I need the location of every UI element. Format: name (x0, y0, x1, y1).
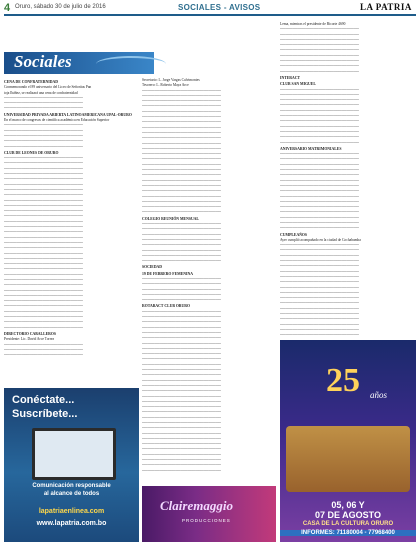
text-filler: ─────────────────────────────── (4, 177, 83, 182)
ad-slogan-line-2: al alcance de todos (43, 491, 100, 497)
col1-heading-4: DIRECTORIO CABALLEROS (4, 331, 56, 336)
col3-heading-4: CUMPLEAÑOS (280, 232, 308, 237)
text-filler: ─────────────────────────────── (142, 394, 221, 399)
text-filler: ─────────────────────────────── (280, 64, 359, 69)
column-1 (4, 78, 138, 382)
text-filler: ─────────────────────────────── (280, 210, 359, 215)
text-filler: ─────────────────────────────── (4, 106, 83, 111)
text-filler: ─────────────────────────────── (280, 43, 359, 48)
text-filler: ─────────────────────────────── (280, 119, 359, 124)
text-filler: ─────────────────────────────── (4, 166, 83, 171)
text-filler: ─────────────────────────────── (4, 299, 83, 304)
event-date-line-1: 05, 06 Y (331, 500, 365, 510)
text-filler: ─────────────────────────────── (280, 296, 359, 301)
ad-brand-logo: Clairemaggio (160, 498, 233, 513)
text-filler: ─────────────────────────────── (280, 173, 359, 178)
ad-subscribe-text: Suscríbete... (12, 408, 78, 420)
ad-brand-subtitle: PRODUCCIONES (182, 518, 231, 523)
text-filler: ─────────────────────────────── (142, 237, 221, 242)
text-filler: ─────────────────────────────── (142, 405, 221, 410)
text-filler: ─────────────────────────────── (142, 431, 221, 436)
text-filler: ─────────────────────────────── (4, 198, 83, 203)
text-filler: ─────────────────────────────── (142, 248, 221, 253)
text-filler: ─────────────────────────────── (280, 290, 359, 295)
text-filler: ─────────────────────────────── (280, 243, 359, 248)
text-filler: ─────────────────────────────── (142, 320, 221, 325)
text-filler: ─────────────────────────────── (142, 173, 221, 178)
text-filler: ─────────────────────────────── (280, 312, 359, 317)
sociales-banner (4, 52, 154, 74)
col1-text-1: Conmemorando el 89 aniversario del Liceo de Señoritas Pan (4, 85, 92, 90)
text-filler: ─────────────────────────────── (4, 246, 83, 251)
text-filler: ─────────────────────────────── (142, 436, 221, 441)
col3-heading-2: CLUB SAN MIGUEL (280, 82, 316, 87)
text-filler: ─────────────────────────────── (142, 183, 221, 188)
col1-text-3: En el marco de congresos de científica académica en Educación Superior (4, 118, 110, 123)
text-filler: ─────────────────────────────── (280, 48, 359, 53)
text-filler: ─────────────────────────────── (142, 330, 221, 335)
col2-text-2: Tesorero: L. Roberto Maya Arce (142, 83, 189, 88)
col1-text-4: Presidente: Lic. David Arce Torrez (4, 337, 55, 342)
text-filler: ─────────────────────────────── (142, 88, 221, 93)
text-filler: ─────────────────────────────── (280, 92, 359, 97)
laptop-icon (32, 428, 116, 480)
text-filler: ─────────────────────────────── (4, 288, 83, 293)
text-filler: ─────────────────────────────── (142, 227, 221, 232)
text-filler: ─────────────────────────────── (4, 219, 83, 224)
text-filler: ─────────────────────────────── (4, 347, 83, 352)
text-filler: ─────────────────────────────── (280, 220, 359, 225)
text-filler: ─────────────────────────────── (280, 168, 359, 173)
banner-title: Sociales (14, 52, 72, 71)
text-filler: ─────────────────────────────── (4, 193, 83, 198)
subscribe-ad[interactable] (4, 388, 139, 542)
col1-heading-3: CLUB DE LEONES DE ORURO (4, 150, 59, 155)
text-filler: ─────────────────────────────── (280, 189, 359, 194)
text-filler: ─────────────────────────────── (280, 226, 359, 231)
text-filler: ─────────────────────────────── (280, 162, 359, 167)
text-filler: ─────────────────────────────── (4, 144, 83, 149)
text-filler: ─────────────────────────────── (280, 253, 359, 258)
text-filler: ─────────────────────────────── (142, 243, 221, 248)
col3-text-1: Lema, mientras el presidente de Bicorte 4690 (280, 22, 346, 26)
text-filler: ─────────────────────────────── (142, 199, 221, 204)
text-filler: ─────────────────────────────── (142, 162, 221, 167)
text-filler: ─────────────────────────────── (142, 389, 221, 394)
text-filler: ─────────────────────────────── (142, 373, 221, 378)
text-filler: ─────────────────────────────── (4, 139, 83, 144)
text-filler: ─────────────────────────────── (142, 415, 221, 420)
text-filler: ─────────────────────────────── (4, 235, 83, 240)
text-filler: ─────────────────────────────── (280, 152, 359, 157)
text-filler: ─────────────────────────────── (4, 123, 83, 128)
text-filler: ─────────────────────────────── (142, 463, 221, 468)
col1-heading-2: UNIVERSIDAD PRIVADA ABIERTA LATINOAMERICANA UPAL-ORURO (4, 112, 132, 117)
text-filler: ─────────────────────────────── (280, 274, 359, 279)
text-filler: ─────────────────────────────── (4, 95, 83, 100)
text-filler: ─────────────────────────────── (142, 157, 221, 162)
text-filler: ─────────────────────────────── (280, 280, 359, 285)
newspaper-name: LA PATRIA (360, 2, 412, 12)
text-filler: ─────────────────────────────── (142, 362, 221, 367)
text-filler: ─────────────────────────────── (142, 194, 221, 199)
text-filler: ─────────────────────────────── (4, 342, 83, 347)
text-filler: ─────────────────────────────── (142, 421, 221, 425)
text-filler: ─────────────────────────────── (280, 317, 359, 322)
text-filler: ─────────────────────────────── (142, 146, 221, 151)
banner-swoosh (96, 56, 166, 72)
text-filler: ─────────────────────────────── (4, 225, 83, 230)
text-filler: ─────────────────────────────── (142, 458, 221, 463)
text-filler: ─────────────────────────────── (4, 203, 83, 208)
text-filler: ─────────────────────────────── (142, 99, 221, 104)
text-filler: ─────────────────────────────── (142, 282, 221, 287)
text-filler: ─────────────────────────────── (280, 333, 359, 338)
col1-heading-1: CENA DE CONFRATERNIDAD (4, 80, 58, 84)
text-filler: ─────────────────────────────── (142, 368, 221, 373)
text-filler: ─────────────────────────────── (142, 447, 221, 452)
text-filler: ─────────────────────────────── (280, 27, 359, 32)
text-filler: ─────────────────────────────── (4, 101, 83, 106)
text-filler: ─────────────────────────────── (280, 301, 359, 306)
text-filler: ─────────────────────────────── (4, 315, 83, 320)
col3-heading-3: ANIVERSARIO MATRIMONIALES (280, 146, 342, 151)
ad-slogan (8, 482, 135, 498)
text-filler: ─────────────────────────────── (142, 309, 221, 314)
text-filler: ─────────────────────────────── (142, 346, 221, 351)
text-filler: ─────────────────────────────── (4, 187, 83, 192)
text-filler: ─────────────────────────────── (280, 37, 359, 42)
text-filler: ─────────────────────────────── (280, 114, 359, 119)
text-filler: ─────────────────────────────── (142, 399, 221, 404)
anniversary-event-ad (280, 340, 416, 542)
text-filler: ─────────────────────────────── (142, 352, 221, 357)
text-filler: ─────────────────────────────── (280, 285, 359, 290)
text-filler: ─────────────────────────────── (280, 178, 359, 183)
text-filler: ─────────────────────────────── (280, 108, 359, 113)
text-filler: ─────────────────────────────── (4, 256, 83, 261)
text-filler: ─────────────────────────────── (142, 383, 221, 388)
event-venue: CASA DE LA CULTURA ORURO (302, 521, 394, 527)
col3-text-2: Ayer cumplió acompañado en la ciudad de Cochabamba (280, 237, 361, 242)
anniversary-suffix: años (370, 390, 388, 400)
performers-image (286, 426, 410, 492)
text-filler: ─────────────────────────────── (142, 104, 221, 109)
text-filler: ─────────────────────────────── (142, 253, 221, 258)
col1-text-2: toja Ibáñez, se realizará una cena de confraternidad (4, 90, 78, 95)
text-filler: ─────────────────────────────── (280, 259, 359, 264)
text-filler: ─────────────────────────────── (4, 128, 83, 133)
text-filler: ─────────────────────────────── (4, 182, 83, 187)
text-filler: ─────────────────────────────── (142, 410, 221, 415)
text-filler: ─────────────────────────────── (4, 209, 83, 214)
text-filler: ─────────────────────────────── (280, 59, 359, 64)
producciones-ad (142, 486, 276, 542)
text-filler: ─────────────────────────────── (280, 69, 359, 74)
text-filler: ─────────────────────────────── (142, 232, 221, 237)
text-filler: ─────────────────────────────── (142, 205, 221, 210)
section-title: SOCIALES - AVISOS (178, 3, 261, 12)
text-filler: ─────────────────────────────── (4, 320, 83, 325)
text-filler: ─────────────────────────────── (142, 357, 221, 362)
text-filler: ─────────────────────────────── (4, 309, 83, 314)
text-filler: ─────────────────────────────── (4, 277, 83, 282)
col2-heading-4: ROTARACT CLUB ORURO (142, 304, 190, 309)
event-date-line-2: 07 DE AGOSTO (314, 510, 382, 520)
text-filler: ─────────────────────────────── (4, 353, 83, 358)
text-filler: ─────────────────────────────── (280, 140, 359, 145)
text-filler: ─────────────────────────────── (280, 157, 359, 162)
column-2 (142, 78, 276, 482)
text-filler: ─────────────────────────────── (142, 210, 221, 215)
text-filler: ─────────────────────────────── (4, 214, 83, 219)
text-filler: ─────────────────────────────── (4, 262, 83, 267)
text-filler: ─────────────────────────────── (142, 115, 221, 120)
text-filler: ─────────────────────────────── (142, 287, 221, 292)
ad-url-online[interactable]: lapatriaenlinea.com (38, 508, 105, 515)
text-filler: ─────────────────────────────── (142, 168, 221, 173)
text-filler: ─────────────────────────────── (280, 205, 359, 210)
col2-heading-1: COLEGIO REUNIÓN MENSUAL (142, 216, 199, 221)
text-filler: ─────────────────────────────── (280, 103, 359, 108)
text-filler: ─────────────────────────────── (280, 194, 359, 199)
text-filler: ─────────────────────────────── (142, 315, 221, 320)
text-filler: ─────────────────────────────── (142, 141, 221, 146)
col2-heading-2: SOCIEDAD (142, 265, 163, 270)
text-filler: ─────────────────────────────── (280, 215, 359, 220)
text-filler: ─────────────────────────────── (280, 124, 359, 129)
text-filler: ─────────────────────────────── (142, 426, 221, 431)
text-filler: ─────────────────────────────── (142, 325, 221, 330)
anniversary-number: 25 (326, 362, 360, 399)
text-filler: ─────────────────────────────── (142, 468, 221, 473)
text-filler: ─────────────────────────────── (280, 269, 359, 274)
text-filler: ─────────────────────────────── (280, 248, 359, 253)
text-filler: ─────────────────────────────── (142, 178, 221, 183)
text-filler: ─────────────────────────────── (280, 32, 359, 37)
ad-url-web[interactable]: www.lapatria.com.bo (36, 520, 107, 527)
text-filler: ─────────────────────────────── (142, 292, 221, 297)
text-filler: ─────────────────────────────── (4, 267, 83, 272)
text-filler: ─────────────────────────────── (142, 341, 221, 346)
col2-heading-3: 19 DE FEBRERO FEMENINA (142, 271, 193, 276)
text-filler: ─────────────────────────────── (142, 109, 221, 114)
text-filler: ─────────────────────────────── (142, 378, 221, 383)
text-filler: ─────────────────────────────── (4, 240, 83, 245)
text-filler: ─────────────────────────────── (142, 93, 221, 98)
text-filler: ─────────────────────────────── (4, 304, 83, 309)
text-filler: ─────────────────────────────── (4, 230, 83, 235)
text-filler: ─────────────────────────────── (280, 129, 359, 134)
page-number: 4 (4, 2, 11, 14)
col3-heading-1: INTERACT (280, 75, 301, 80)
text-filler: ─────────────────────────────── (280, 264, 359, 269)
text-filler: ─────────────────────────────── (142, 452, 221, 457)
text-filler: ─────────────────────────────── (280, 53, 359, 58)
text-filler: ─────────────────────────────── (142, 120, 221, 125)
ad-slogan-line-1: Comunicación responsable (32, 483, 111, 489)
ad-connect-text: Conéctate... (12, 394, 75, 406)
text-filler: ─────────────────────────────── (4, 251, 83, 256)
text-filler: ─────────────────────────────── (280, 199, 359, 204)
text-filler: ─────────────────────────────── (142, 276, 221, 281)
text-filler: ─────────────────────────────── (4, 283, 83, 288)
text-filler: ─────────────────────────────── (4, 293, 83, 298)
col2-text-1: Secretario: L. Jorge Vargas Calvimontes (142, 78, 200, 82)
text-filler: ─────────────────────────────── (4, 133, 83, 138)
text-filler: ─────────────────────────────── (4, 156, 83, 161)
text-filler: ─────────────────────────────── (280, 306, 359, 311)
text-filler: ─────────────────────────────── (142, 336, 221, 341)
text-filler: ─────────────────────────────── (4, 272, 83, 277)
text-filler: ─────────────────────────────── (142, 152, 221, 157)
text-filler: ─────────────────────────────── (4, 161, 83, 166)
text-filler: ─────────────────────────────── (280, 322, 359, 327)
text-filler: ─────────────────────────────── (280, 183, 359, 188)
text-filler: ─────────────────────────────── (4, 325, 83, 330)
text-filler: ─────────────────────────────── (142, 136, 221, 141)
text-filler: ─────────────────────────────── (280, 98, 359, 103)
text-filler: ─────────────────────────────── (280, 135, 359, 140)
text-filler: ─────────────────────────────── (280, 327, 359, 332)
text-filler: ─────────────────────────────── (142, 259, 221, 264)
text-filler: ─────────────────────────────── (142, 130, 221, 135)
text-filler: ─────────────────────────────── (142, 125, 221, 130)
text-filler: ─────────────────────────────── (142, 298, 221, 303)
text-filler: ─────────────────────────────── (280, 87, 359, 92)
issue-date: Oruro, sábado 30 de julio de 2016 (15, 4, 106, 10)
column-3 (280, 22, 416, 336)
header-rule (4, 14, 416, 16)
text-filler: ─────────────────────────────── (142, 189, 221, 194)
text-filler: ─────────────────────────────── (142, 442, 221, 447)
event-info-phones: INFORMES: 71180004 - 77968400 (280, 530, 416, 536)
text-filler: ─────────────────────────────── (4, 172, 83, 177)
text-filler: ─────────────────────────────── (142, 222, 221, 227)
